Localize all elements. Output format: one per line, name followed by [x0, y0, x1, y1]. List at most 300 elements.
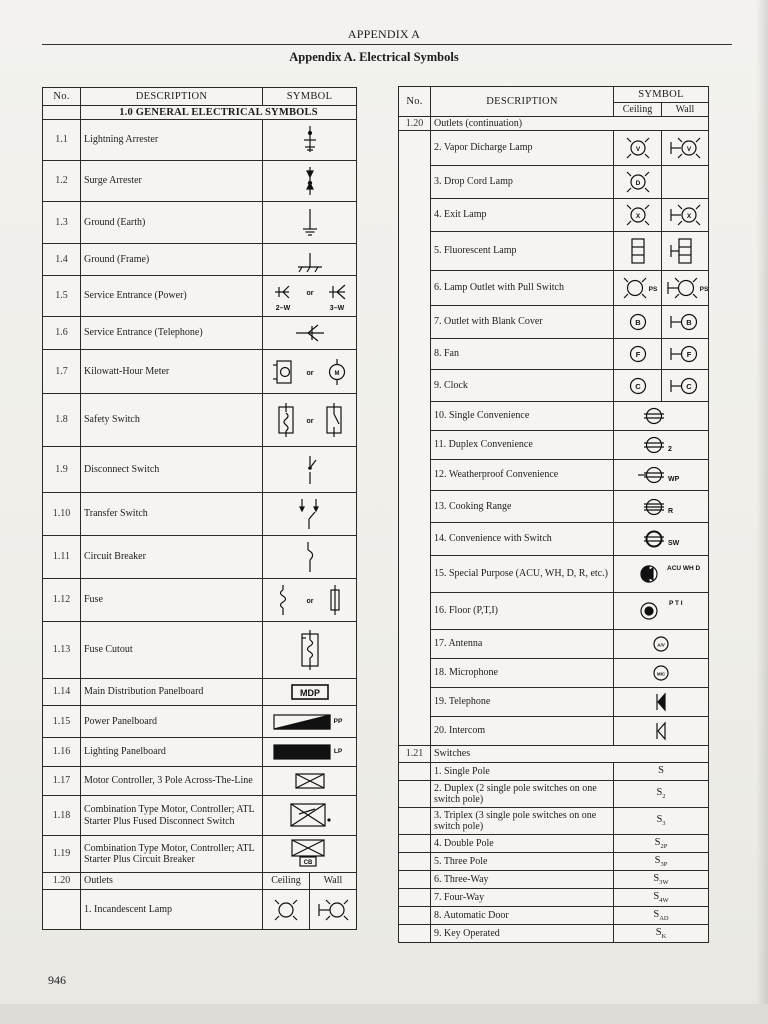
exit-lamp-wall-icon [665, 201, 705, 229]
symbol-cell [263, 622, 357, 679]
vapor-discharge-lamp-ceiling-icon [618, 134, 658, 162]
symbol-cell [263, 536, 357, 579]
switch-symbol-cell [614, 925, 709, 943]
symbol-cell [614, 460, 709, 491]
intercom-outlet-icon [641, 717, 681, 745]
symbol-cell [614, 556, 709, 593]
row-description: 2. Duplex (2 single pole switches on one switch pole) [431, 781, 614, 808]
switch-symbol-cell [614, 889, 709, 907]
row-number: 1.6 [43, 317, 81, 350]
switch-symbol: S [653, 908, 660, 920]
safety-switch-icon [263, 400, 357, 440]
right-symbol-table [398, 86, 709, 943]
row-description: 20. Intercom [431, 717, 614, 746]
svg-text:or: or [306, 369, 314, 377]
row-number-blank [399, 853, 431, 871]
row-number-blank [399, 871, 431, 889]
row-description: Ground (Earth) [81, 202, 263, 244]
fan-outlet-wall-icon [665, 340, 705, 368]
table-row [43, 873, 357, 890]
row-description: 12. Weatherproof Convenience [431, 460, 614, 491]
switch-subscript: 4W [659, 896, 669, 904]
table-row [399, 889, 709, 907]
svg-text:A/V: A/V [657, 642, 665, 648]
table-row [43, 202, 357, 244]
table-row [399, 306, 709, 339]
pull-switch-lamp-wall-icon [662, 274, 708, 302]
symbol-cell [614, 491, 709, 523]
row-description: Combination Type Motor, Controller; ATL Starter Plus Circuit Breaker [81, 836, 263, 873]
service-entrance-telephone-icon [290, 320, 330, 346]
switch-symbol-cell [614, 871, 709, 889]
row-description: Surge Arrester [81, 161, 263, 202]
symbol-cell [614, 131, 662, 166]
table-row [399, 835, 709, 853]
svg-text:or: or [306, 418, 314, 425]
symbol-cell [263, 317, 357, 350]
symbol-cell [614, 232, 662, 271]
row-description: Combination Type Motor, Controller; ATL Starter Plus Fused Disconnect Switch [81, 796, 263, 836]
table-row [43, 679, 357, 706]
svg-text:SW: SW [668, 540, 680, 547]
svg-text:2: 2 [668, 446, 672, 453]
table-row [43, 796, 357, 836]
fuse-cutout-icon [290, 628, 330, 672]
row-description: Safety Switch [81, 394, 263, 447]
switch-symbol-cell [614, 808, 709, 835]
table-row [399, 131, 709, 166]
left-symbol-table [42, 87, 357, 930]
symbol-cell [614, 271, 662, 306]
switch-symbol-cell [614, 853, 709, 871]
symbol-cell [614, 166, 662, 199]
symbol-cell [263, 836, 357, 873]
row-number-blank [399, 781, 431, 808]
symbol-cell [614, 593, 709, 630]
svg-text:ACU WH D: ACU WH D [667, 565, 701, 572]
symbol-cell [263, 350, 357, 394]
table-row [399, 853, 709, 871]
symbol-cell [614, 630, 709, 659]
table-row [43, 836, 357, 873]
row-number-blank [399, 925, 431, 943]
incandescent-wall-icon [313, 896, 353, 924]
row-description: 8. Fan [431, 339, 614, 370]
row-description: 6. Lamp Outlet with Pull Switch [431, 271, 614, 306]
symbol-cell [614, 688, 709, 717]
row-description: Switches [431, 746, 709, 763]
row-description: Disconnect Switch [81, 447, 263, 493]
symbol-cell [614, 199, 662, 232]
row-description: 19. Telephone [431, 688, 614, 717]
table-row [399, 746, 709, 763]
vapor-discharge-lamp-wall-icon [665, 134, 705, 162]
row-number: 1.15 [43, 706, 81, 738]
page-number: 946 [48, 973, 66, 987]
disconnect-switch-icon [290, 452, 330, 488]
row-number: 1.11 [43, 536, 81, 579]
ceiling-header: Ceiling [263, 873, 310, 890]
incandescent-ceiling-icon [266, 896, 306, 924]
switch-symbol: S [655, 926, 662, 938]
table-row [43, 394, 357, 447]
table-row [43, 276, 357, 317]
symbol-cell [662, 199, 709, 232]
row-number: 1.21 [399, 746, 431, 763]
symbol-cell [263, 706, 357, 738]
power-panel-icon [270, 711, 350, 733]
svg-text:C: C [634, 381, 641, 391]
symbol-cell [263, 447, 357, 493]
drop-cord-lamp-ceiling-icon [618, 168, 658, 196]
switch-symbol-cell [614, 907, 709, 925]
ground-earth-icon [290, 205, 330, 241]
row-description: 5. Fluorescent Lamp [431, 232, 614, 271]
row-description: Lightning Arrester [81, 120, 263, 161]
row-description: Service Entrance (Telephone) [81, 317, 263, 350]
symbol-cell [310, 890, 357, 930]
row-description: 3. Drop Cord Lamp [431, 166, 614, 199]
svg-text:X: X [635, 213, 640, 220]
switch-symbol-cell [614, 835, 709, 853]
table-row [399, 763, 709, 781]
table-row [43, 706, 357, 738]
switch-subscript: 3 [662, 820, 666, 828]
svg-text:F: F [686, 350, 692, 359]
row-number: 1.5 [43, 276, 81, 317]
row-number: 1.19 [43, 836, 81, 873]
col-symbol-header: SYMBOL [614, 87, 709, 103]
ceiling-header: Ceiling [614, 103, 662, 117]
svg-text:F: F [635, 350, 640, 359]
page-header: APPENDIX A [347, 27, 421, 41]
section-title: 1.0 GENERAL ELECTRICAL SYMBOLS [81, 106, 357, 120]
wall-header: Wall [310, 873, 357, 890]
svg-text:2–W: 2–W [275, 305, 291, 312]
row-description: 9. Clock [431, 370, 614, 402]
symbol-cell [263, 579, 357, 622]
lighting-panel-icon [270, 741, 350, 763]
row-number: 1.14 [43, 679, 81, 706]
row-description: 4. Exit Lamp [431, 199, 614, 232]
symbol-cell [614, 370, 662, 402]
table-row [399, 460, 709, 491]
fluorescent-lamp-wall-icon [665, 236, 705, 266]
row-description: 1. Single Pole [431, 763, 614, 781]
row-description: Transfer Switch [81, 493, 263, 536]
row-description: 8. Automatic Door [431, 907, 614, 925]
page-title: Appendix A. Electrical Symbols [289, 50, 459, 64]
table-row [43, 579, 357, 622]
row-description: Fuse [81, 579, 263, 622]
fluorescent-lamp-ceiling-icon [618, 236, 658, 266]
row-description: Ground (Frame) [81, 244, 263, 276]
service-entrance-power-icon [263, 279, 357, 313]
col-no-header: No. [43, 88, 81, 106]
row-description: Circuit Breaker [81, 536, 263, 579]
table-row [399, 431, 709, 460]
row-description: Service Entrance (Power) [81, 276, 263, 317]
svg-text:CB: CB [303, 860, 312, 866]
microphone-outlet-icon [641, 659, 681, 687]
symbol-cell [263, 493, 357, 536]
table-row [43, 120, 357, 161]
lightning-arrester-icon [290, 122, 330, 158]
mdp-panel-icon [288, 681, 332, 703]
row-number-blank [399, 889, 431, 907]
table-row [399, 630, 709, 659]
exit-lamp-ceiling-icon [618, 201, 658, 229]
symbol-cell [263, 679, 357, 706]
svg-text:or: or [306, 598, 314, 605]
row-number: 1.20 [43, 873, 81, 890]
svg-text:or: or [306, 290, 314, 297]
table-row [43, 350, 357, 394]
col-description-header: DESCRIPTION [431, 87, 614, 117]
symbol-cell [263, 796, 357, 836]
table-row [399, 370, 709, 402]
row-description: 15. Special Purpose (ACU, WH, D, R, etc.) [431, 556, 614, 593]
symbol-cell [662, 232, 709, 271]
row-number-blank [399, 907, 431, 925]
row-number: 1.8 [43, 394, 81, 447]
row-description: 4. Double Pole [431, 835, 614, 853]
row-number-blank [399, 835, 431, 853]
clock-outlet-wall-icon [665, 372, 705, 400]
table-row [399, 402, 709, 431]
table-row [43, 161, 357, 202]
switch-subscript: 3P [660, 860, 668, 868]
svg-text:P T I: P T I [669, 600, 683, 607]
row-description: Fuse Cutout [81, 622, 263, 679]
row-description: Outlets [81, 873, 263, 890]
row-description: Motor Controller, 3 Pole Across-The-Line [81, 767, 263, 796]
table-row [43, 738, 357, 767]
duplex-convenience-icon [632, 431, 690, 459]
col-description-header: DESCRIPTION [81, 88, 263, 106]
table-row [399, 907, 709, 925]
row-description: Lighting Panelboard [81, 738, 263, 767]
symbol-cell [614, 431, 709, 460]
symbol-cell [614, 523, 709, 556]
row-description: 17. Antenna [431, 630, 614, 659]
table-row [399, 659, 709, 688]
surge-arrester-icon [290, 163, 330, 199]
switch-symbol: S [654, 854, 661, 866]
symbol-cell [614, 339, 662, 370]
svg-text:PS: PS [699, 286, 709, 293]
switch-symbol: S [658, 764, 664, 776]
fan-outlet-ceiling-icon [618, 340, 658, 368]
symbol-cell [263, 244, 357, 276]
single-convenience-icon [632, 402, 690, 430]
symbol-cell [662, 131, 709, 166]
svg-text:MIC: MIC [656, 671, 666, 677]
svg-text:B: B [634, 318, 641, 327]
table-row [399, 491, 709, 523]
symbol-cell [662, 370, 709, 402]
symbol-cell [614, 306, 662, 339]
table-row [43, 767, 357, 796]
row-number-blank [399, 131, 431, 746]
col-symbol-header: SYMBOL [263, 88, 357, 106]
row-description: 14. Convenience with Switch [431, 523, 614, 556]
row-number-blank [399, 808, 431, 835]
svg-text:MDP: MDP [299, 688, 320, 698]
symbol-cell [263, 276, 357, 317]
table-row [399, 232, 709, 271]
row-number-blank [399, 763, 431, 781]
table-row [399, 556, 709, 593]
row-description: 18. Microphone [431, 659, 614, 688]
table-row [43, 622, 357, 679]
svg-text:V: V [686, 146, 692, 153]
circuit-breaker-icon [290, 538, 330, 576]
switch-symbol-cell [614, 781, 709, 808]
symbol-cell [662, 271, 709, 306]
symbol-cell [263, 161, 357, 202]
row-number: 1.3 [43, 202, 81, 244]
floor-outlet-icon [629, 593, 693, 629]
svg-text:V: V [635, 146, 640, 153]
blank-cover-outlet-ceiling-icon [618, 308, 658, 336]
switch-symbol: S [656, 787, 663, 799]
svg-text:PP: PP [333, 717, 342, 725]
weatherproof-convenience-icon [632, 461, 690, 489]
table-row [399, 593, 709, 630]
table-row [399, 925, 709, 943]
pull-switch-lamp-ceiling-icon [615, 274, 661, 302]
symbol-cell [662, 166, 709, 199]
table-row [399, 271, 709, 306]
right-header-row [399, 87, 709, 103]
row-description: Kilowatt-Hour Meter [81, 350, 263, 394]
svg-text:C: C [686, 381, 692, 391]
symbol-cell [614, 402, 709, 431]
svg-text:M: M [334, 370, 340, 377]
symbol-cell [662, 339, 709, 370]
row-description: 9. Key Operated [431, 925, 614, 943]
antenna-outlet-icon [641, 630, 681, 658]
table-row [399, 117, 709, 131]
switch-subscript: 2P [660, 842, 668, 850]
motor-controller-icon [288, 770, 332, 792]
table-row [399, 199, 709, 232]
row-number: 1.12 [43, 579, 81, 622]
row-number: 1.4 [43, 244, 81, 276]
table-row [43, 493, 357, 536]
svg-text:WP: WP [668, 476, 680, 483]
table-row [399, 717, 709, 746]
blank-cover-outlet-wall-icon [665, 308, 705, 336]
row-description: 2. Vapor Dicharge Lamp [431, 131, 614, 166]
combination-fused-icon [283, 798, 337, 834]
page-bottom-margin [0, 1004, 768, 1024]
symbol-cell [263, 202, 357, 244]
row-number: 1.16 [43, 738, 81, 767]
svg-text:X: X [686, 213, 692, 220]
switch-subscript: 2 [662, 793, 666, 801]
table-row [43, 317, 357, 350]
page-edge-shadow [756, 0, 768, 1024]
cooking-range-icon [632, 493, 690, 521]
symbol-cell [263, 120, 357, 161]
row-description: Outlets (continuation) [431, 117, 709, 131]
row-number: 1.7 [43, 350, 81, 394]
row-description: 16. Floor (P,T,I) [431, 593, 614, 630]
row-number: 1.18 [43, 796, 81, 836]
symbol-cell [662, 306, 709, 339]
wall-header: Wall [662, 103, 709, 117]
svg-text:R: R [668, 507, 674, 515]
svg-text:PS: PS [648, 286, 657, 293]
table-row [399, 781, 709, 808]
header-rule [42, 44, 732, 45]
row-number: 1.17 [43, 767, 81, 796]
switch-symbol: S [653, 872, 660, 884]
combination-breaker-icon [283, 836, 337, 872]
table-row [43, 536, 357, 579]
col-no-header: No. [399, 87, 431, 117]
row-description: 13. Cooking Range [431, 491, 614, 523]
row-description: 5. Three Pole [431, 853, 614, 871]
table-row [43, 244, 357, 276]
left-header-row [43, 88, 357, 106]
symbol-cell [263, 738, 357, 767]
table-row [399, 339, 709, 370]
row-description: Power Panelboard [81, 706, 263, 738]
table-row [399, 523, 709, 556]
row-number: 1.13 [43, 622, 81, 679]
svg-text:3–W: 3–W [329, 305, 345, 312]
transfer-switch-icon [290, 495, 330, 533]
svg-text:D: D [635, 180, 640, 187]
svg-text:B: B [686, 318, 692, 327]
ground-frame-icon [290, 247, 330, 273]
convenience-switch-icon [632, 525, 690, 553]
svg-text:LP: LP [333, 748, 342, 755]
row-description: Main Distribution Panelboard [81, 679, 263, 706]
special-purpose-icon [629, 556, 701, 592]
switch-subscript: K [661, 932, 667, 940]
row-number: 1.9 [43, 447, 81, 493]
symbol-cell [614, 717, 709, 746]
row-description: 7. Four-Way [431, 889, 614, 907]
row-description: 10. Single Convenience [431, 402, 614, 431]
table-row [399, 166, 709, 199]
fuse-icon [263, 582, 357, 618]
table-row [399, 688, 709, 717]
table-row [399, 808, 709, 835]
switch-symbol: S [656, 814, 663, 826]
row-description: 7. Outlet with Blank Cover [431, 306, 614, 339]
symbol-cell [263, 394, 357, 447]
row-number: 1.2 [43, 161, 81, 202]
table-row [43, 447, 357, 493]
switch-subscript: 3W [659, 878, 669, 886]
row-description: 1. Incandescent Lamp [81, 890, 263, 930]
switch-symbol-cell [614, 763, 709, 781]
row-description: 11. Duplex Convenience [431, 431, 614, 460]
telephone-outlet-icon [641, 688, 681, 716]
row-number: 1.1 [43, 120, 81, 161]
switch-symbol: S [654, 836, 661, 848]
symbol-cell [263, 767, 357, 796]
row-description: 3. Triplex (3 single pole switches on one switch pole) [431, 808, 614, 835]
switch-symbol: S [653, 890, 660, 902]
switch-subscript: AD [659, 914, 669, 922]
clock-outlet-ceiling-icon [618, 372, 658, 400]
